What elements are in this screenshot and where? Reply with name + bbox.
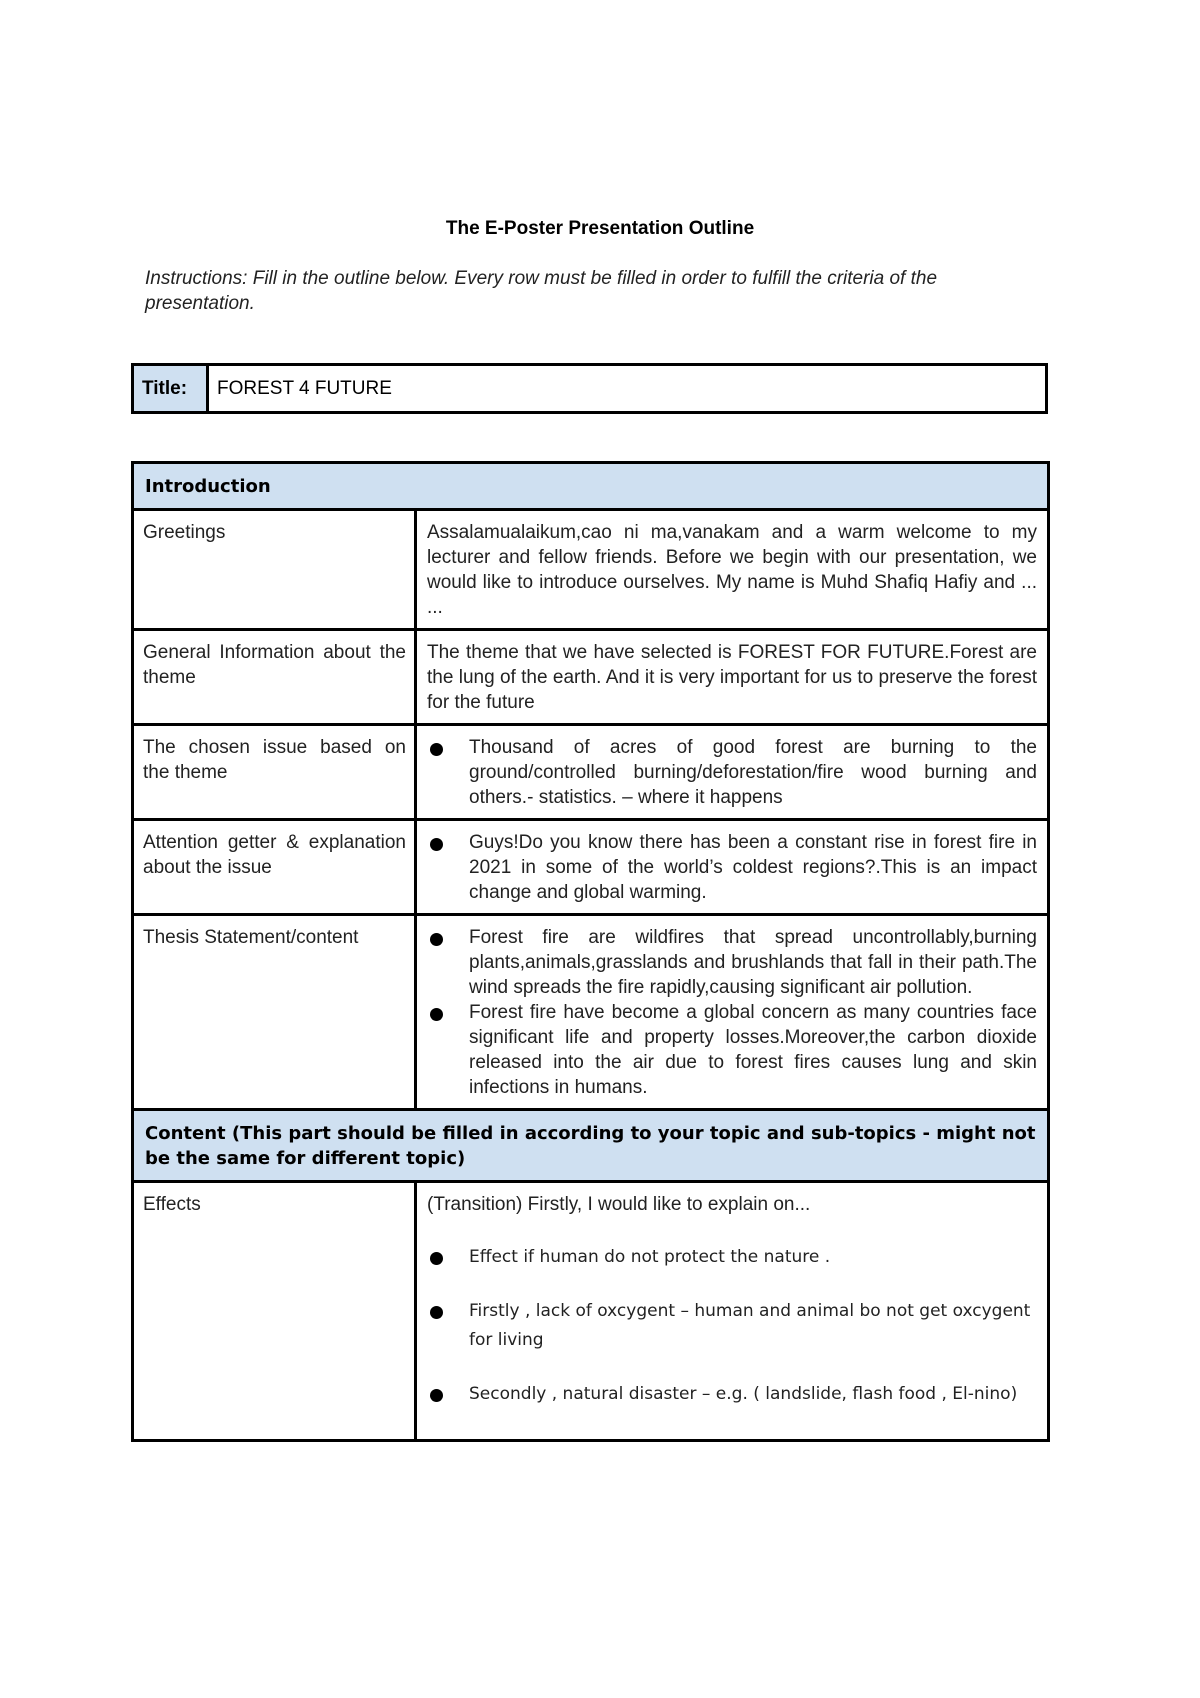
effects-transition: (Transition) Firstly, I would like to explain on... — [427, 1194, 811, 1215]
greetings-label: Greetings — [133, 510, 416, 630]
chosen-issue-label: The chosen issue based on the theme — [133, 725, 416, 820]
effects-row — [133, 1182, 1049, 1441]
attention-getter-list — [427, 830, 1037, 905]
title-table — [131, 363, 1048, 414]
thesis-label: Thesis Statement/content — [133, 915, 416, 1110]
thesis-list — [427, 925, 1037, 1100]
list-item: Thousand of acres of good forest are burning to the ground/controlled burning/deforestation/fire wood burning and others.- statistics. – where it happens — [427, 735, 1037, 810]
greetings-content: Assalamualaikum,cao ni ma,vanakam and a warm welcome to my lecturer and fellow friends. Before we begin with our presentation, we would like to introduce ourselves. My name is Muhd Shafiq Hafiy and ... ... — [416, 510, 1049, 630]
attention-getter-label: Attention getter & explanation about the issue — [133, 820, 416, 915]
effects-label: Effects — [133, 1182, 416, 1441]
content-header-row — [133, 1110, 1049, 1182]
title-value: FOREST 4 FUTURE — [208, 365, 1047, 413]
page-title: The E-Poster Presentation Outline — [445, 218, 755, 239]
content-header: Content (This part should be filled in according to your topic and sub-topics - might not be the same for different topic) — [133, 1110, 1049, 1182]
thesis-content — [416, 915, 1049, 1110]
general-info-content: The theme that we have selected is FOREST FOR FUTURE.Forest are the lung of the earth. And it is very important for us to preserve the forest for the future — [416, 630, 1049, 725]
title-row — [133, 365, 1047, 413]
outline-table — [131, 461, 1050, 1442]
general-info-label: General Information about the theme — [133, 630, 416, 725]
list-item: Effect if human do not protect the nature . — [427, 1243, 1037, 1272]
general-info-row — [133, 630, 1049, 725]
introduction-header: Introduction — [133, 463, 1049, 510]
effects-list — [427, 1243, 1037, 1409]
introduction-header-row — [133, 463, 1049, 510]
list-item: Firstly , lack of oxcygent – human and animal bo not get oxcygent for living — [427, 1297, 1037, 1355]
attention-getter-content — [416, 820, 1049, 915]
instructions-text: Instructions: Fill in the outline below. Every row must be filled in order to fulfill the criteria of the presentation. — [145, 268, 938, 314]
chosen-issue-content — [416, 725, 1049, 820]
list-item: Secondly , natural disaster – e.g. ( landslide, flash food , El-nino) — [427, 1380, 1037, 1409]
list-item: Forest fire are wildfires that spread uncontrollably,burning plants,animals,grasslands and brushlands that fall in their path.The wind spreads the fire rapidly,causing significant air pollution. — [427, 925, 1037, 1000]
chosen-issue-row — [133, 725, 1049, 820]
title-label: Title: — [133, 365, 208, 413]
chosen-issue-list — [427, 735, 1037, 810]
list-item: Forest fire have become a global concern as many countries face significant life and property losses.Moreover,the carbon dioxide released into the air due to forest fires causes lung and skin infections in humans. — [427, 1000, 1037, 1100]
list-item: Guys!Do you know there has been a constant rise in forest fire in 2021 in some of the world’s coldest regions?.This is an impact change and global warming. — [427, 830, 1037, 905]
effects-content — [416, 1182, 1049, 1441]
thesis-row — [133, 915, 1049, 1110]
greetings-row — [133, 510, 1049, 630]
attention-getter-row — [133, 820, 1049, 915]
